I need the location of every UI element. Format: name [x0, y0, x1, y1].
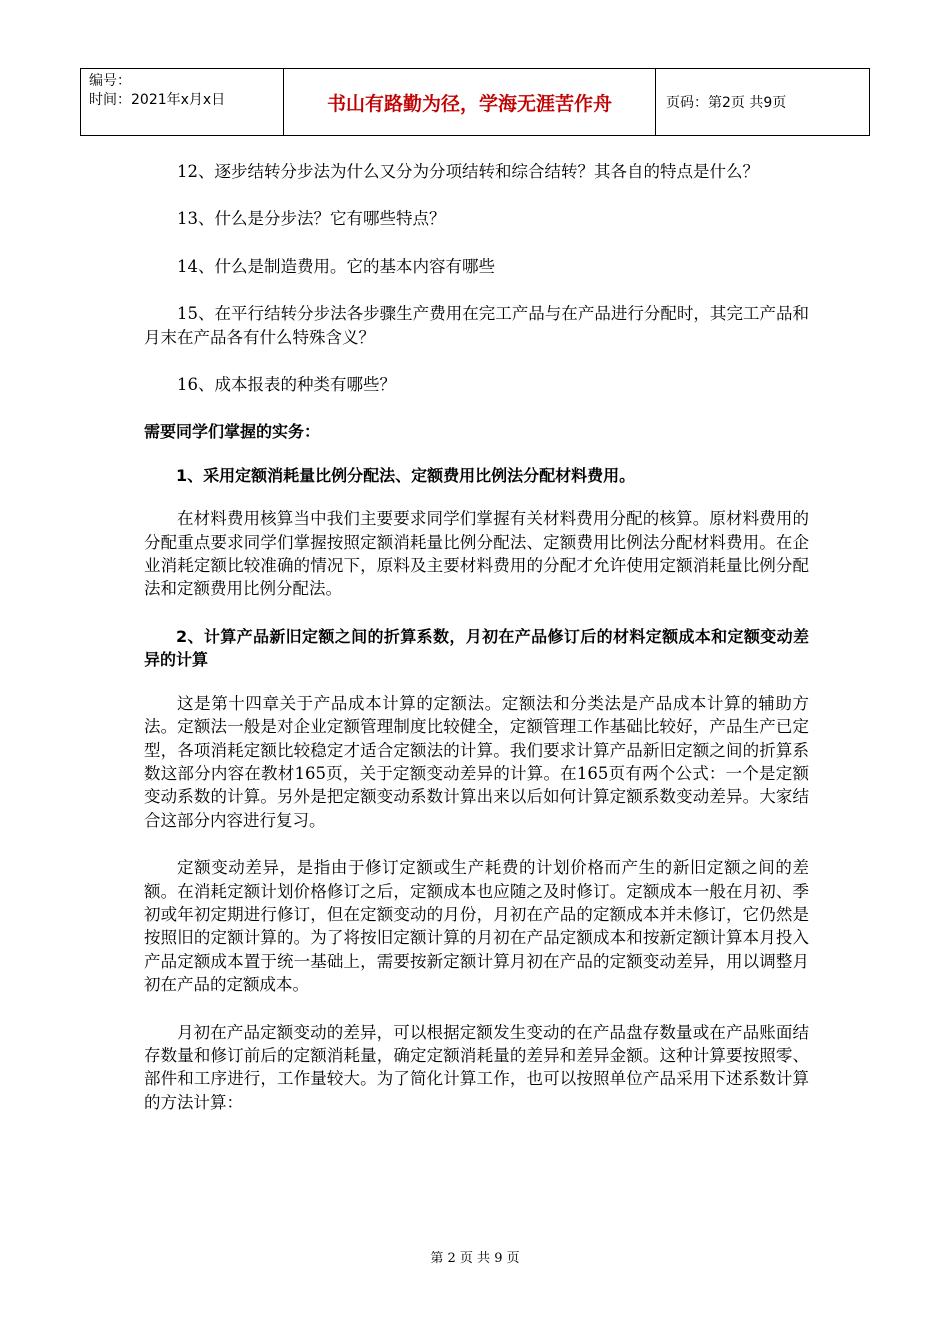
item-2-body-3: 月初在产品定额变动的差异，可以根据定额发生变动的在产品盘存数量或在产品账面结存数量和修订前后的定额消耗量，确定定额消耗量的差异和差异金额。这种计算要按照零、部件和工序进行，工作量较大。为了简化计算工作，也可以按照单位产品采用下述系数计算的方法计算：	[144, 1022, 809, 1112]
document-number-label: 编号：	[89, 73, 131, 89]
page-header	[80, 68, 870, 136]
item-2-body-2: 定额变动差异，是指由于修订定额或生产耗费的计划价格而产生的新旧定额之间的差额。在消耗定额计划价格修订之后，定额成本也应随之及时修订。定额成本一般在月初、季初或年初定期进行修订，但在定额变动的月份，月初在产品的定额成本并未修订，它仍然是按照旧的定额计算的。为了将按旧定额计算的月初在产品定额成本和按新定额计算本月投入产品定额成本置于统一基础上，需要按新定额计算月初在产品的定额变动差异，用以调整月初在产品的定额成本。	[144, 858, 809, 995]
header-motto: 书山有路勤为径，学海无涯苦作舟	[284, 69, 656, 135]
item-2-title: 2、计算产品新旧定额之间的折算系数，月初在产品修订后的材料定额成本和定额变动差异的计算	[144, 626, 809, 670]
question-14: 14、什么是制造费用。它的基本内容有哪些	[177, 256, 495, 276]
header-meta	[81, 69, 284, 135]
document-body	[144, 160, 809, 1114]
item-1-title: 1、采用定额消耗量比例分配法、定额费用比例法分配材料费用。	[176, 465, 636, 485]
page-footer: 第 2 页 共 9 页	[430, 1251, 520, 1266]
document-time-label: 时间：2021年x月x日	[89, 92, 226, 108]
item-1-body: 在材料费用核算当中我们主要要求同学们掌握有关材料费用分配的核算。原材料费用的分配重点要求同学们掌握按照定额消耗量比例分配法、定额费用比例法分配材料费用。在企业消耗定额比较准确的情况下，原料及主要材料费用的分配才允许使用定额消耗量比例分配法和定额费用比例分配法。	[144, 509, 809, 599]
section-heading: 需要同学们掌握的实务：	[144, 422, 321, 442]
item-2-body-1: 这是第十四章关于产品成本计算的定额法。定额法和分类法是产品成本计算的辅助方法。定额法一般是对企业定额管理制度比较健全，定额管理工作基础比较好，产品生产已定型，各项消耗定额比较稳定才适合定额法的计算。我们要求计算产品新旧定额之间的折算系数这部分内容在教材165页，关于定额变动差异的计算。在165页有两个公式：一个是定额变动系数的计算。另外是把定额变动系数计算出来以后如何计算定额系数变动差异。大家结合这部分内容进行复习。	[144, 693, 809, 830]
question-16: 16、成本报表的种类有哪些？	[177, 375, 396, 395]
question-12: 12、逐步结转分步法为什么又分为分项结转和综合结转？其各自的特点是什么？	[177, 162, 759, 181]
question-13: 13、什么是分步法？它有哪些特点？	[177, 209, 446, 229]
question-15: 15、在平行结转分步法各步骤生产费用在完工产品与在产品进行分配时，其完工产品和月末在产品各有什么特殊含义？	[144, 304, 809, 347]
header-page-number: 页码：第2页 共9页	[666, 95, 787, 111]
